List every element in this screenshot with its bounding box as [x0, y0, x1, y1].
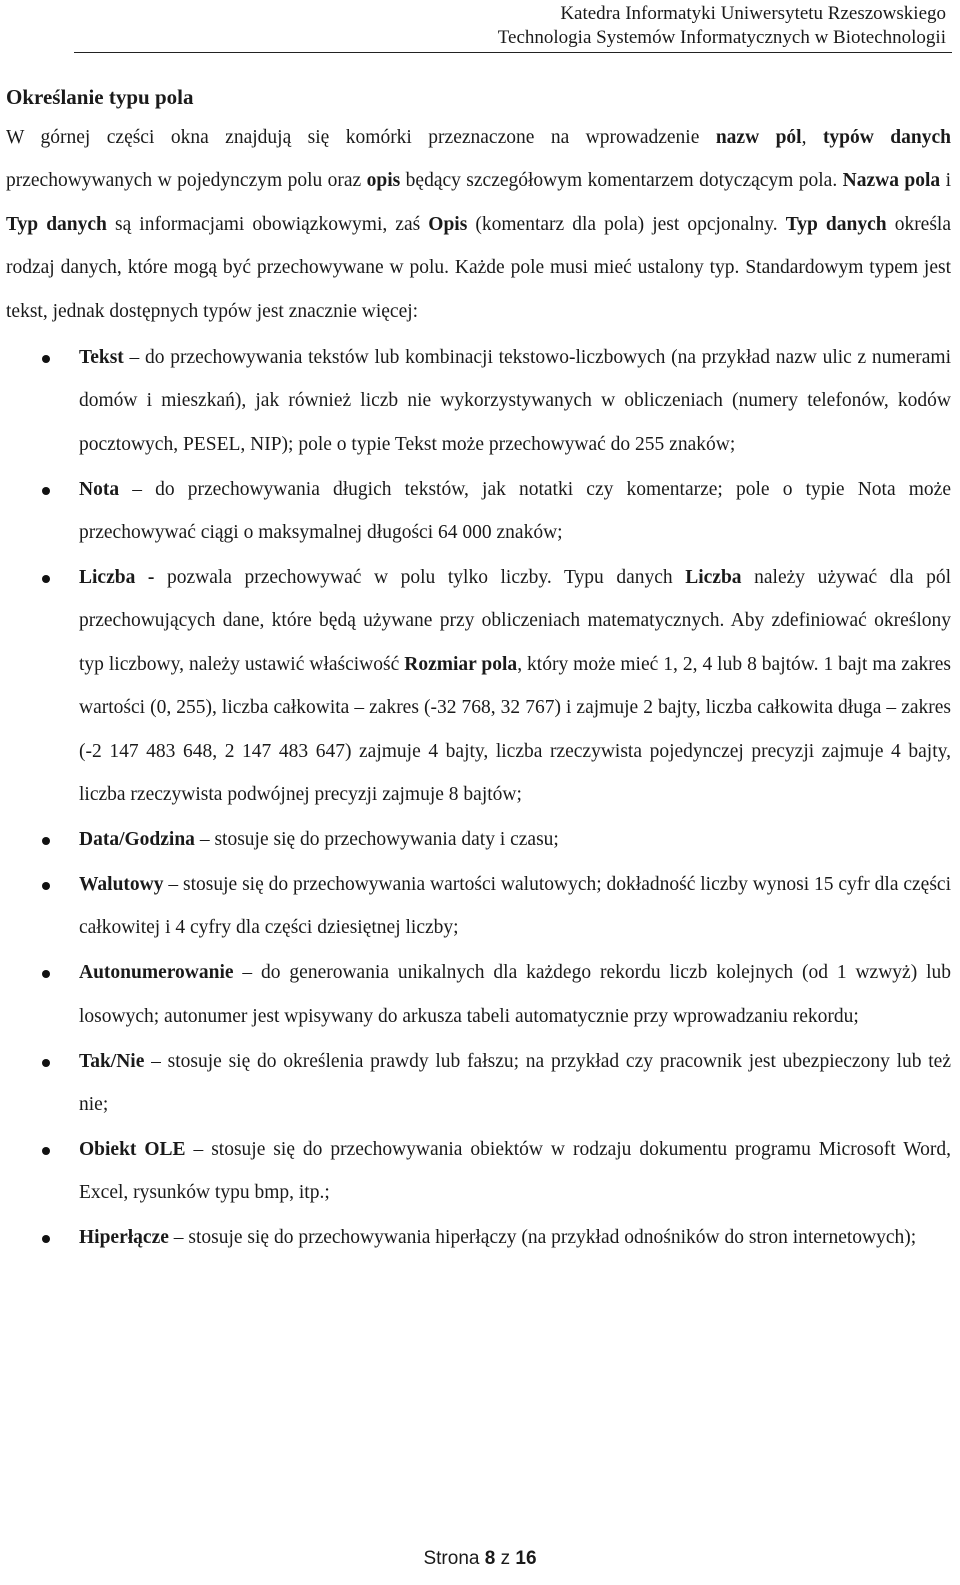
- list-item: [6, 468, 951, 555]
- bullet-icon: [42, 575, 50, 583]
- text-run: – stosuje się do przechowywania hiperłączy (na przykład odnośników do stron internetowych);: [168, 1227, 917, 1249]
- text-run: i: [940, 170, 951, 192]
- bold-term: nazw pól: [715, 127, 802, 148]
- text-run: W górnej części okna znajdują się komórki przeznaczone na wprowadzenie: [6, 127, 716, 148]
- bullet-icon: [42, 1235, 50, 1243]
- page-header: [498, 2, 946, 50]
- text-run: – do przechowywania tekstów lub kombinacji tekstowo-liczbowych (na przykład nazw ulic z numerami domów i mieszkań), jak również liczb nie wykorzystywanych w obliczeniach (numery telefonów, kodów pocztowych, PESEL, NIP); pole o typie Tekst może przechowywać do 255 znaków;: [79, 347, 951, 455]
- text-run: przechowywanych w pojedynczym polu oraz: [6, 170, 367, 192]
- bold-term: Typ danych: [785, 213, 887, 235]
- bullet-icon: [42, 1147, 50, 1155]
- bold-term: Tekst: [79, 347, 124, 369]
- text-run: – do generowania unikalnych dla każdego rekordu liczb kolejnych (od 1 wzwyż) lub losowych; autonumer jest wpisywany do arkusza tabeli automatycznie przy wprowadzaniu rekordu;: [79, 962, 951, 1027]
- bold-term: Data/Godzina: [79, 829, 195, 850]
- list-item: [6, 1128, 951, 1215]
- bullet-icon: [42, 837, 50, 845]
- document-body: [6, 78, 951, 1261]
- list-item: [6, 1040, 951, 1127]
- bold-term: Opis: [428, 213, 468, 235]
- bullet-icon: [42, 355, 50, 363]
- text-run: będący szczegółowym komentarzem dotyczącym pola.: [400, 170, 843, 192]
- list-item: [6, 1216, 951, 1259]
- bold-term: Rozmiar pola: [404, 653, 518, 675]
- bold-term: Obiekt OLE: [79, 1138, 186, 1160]
- text-run: – stosuje się do przechowywania obiektów w rodzaju dokumentu programu Microsoft Word, Excel, rysunków typu bmp, itp.;: [79, 1138, 952, 1204]
- bold-term: Nazwa pola: [842, 170, 941, 192]
- bold-term: typów danych: [822, 127, 951, 148]
- bullet-icon: [42, 1059, 50, 1067]
- bold-term: Nota: [79, 478, 120, 500]
- text-run: pozwala przechowywać w polu tylko liczby. Typu danych: [154, 567, 686, 589]
- footer-page-number: 8: [484, 1548, 496, 1569]
- text-run: ,: [801, 127, 823, 148]
- data-types-list: [6, 336, 951, 1260]
- bullet-icon: [42, 882, 50, 890]
- bold-term: Autonumerowanie: [79, 962, 234, 984]
- text-run: , który może mieć 1, 2, 4 lub 8 bajtów. 1 bajt ma zakres wartości (0, 255), liczba całkowita – zakres (-32 768, 32 767) i zajmuje 2 bajty, liczba całkowita długa – zakres (-2 147 483 648, 2 147 483 647) zajmuje 4 bajty, liczba rzeczywista pojedynczej precyzji zajmuje 4 bajty, liczba rzeczywista podwójnej precyzji zajmuje 8 bajtów;: [79, 653, 951, 806]
- footer-label: Strona: [423, 1548, 480, 1569]
- header-course: Technologia Systemów Informatycznych w Biotechnologii: [497, 27, 946, 48]
- text-run: (komentarz dla pola) jest opcjonalny.: [467, 213, 786, 235]
- text-run: określa rodzaj danych, które mogą być przechowywane w polu. Każde pole musi mieć ustalony typ. Standardowym typem jest tekst, jednak dostępnych typów jest znacznie więcej:: [6, 213, 951, 322]
- text-run: – stosuje się do przechowywania daty i czasu;: [194, 829, 559, 850]
- bold-term: Typ danych: [6, 213, 107, 235]
- page-footer: [0, 1548, 960, 1570]
- bullet-icon: [42, 970, 50, 978]
- bold-term: Tak/Nie: [79, 1050, 145, 1072]
- section-heading: Określanie typu pola: [6, 85, 194, 109]
- bold-term: Liczba: [685, 567, 742, 589]
- bold-term: Liczba -: [79, 567, 155, 589]
- text-run: są informacjami obowiązkowymi, zaś: [106, 213, 429, 235]
- bold-term: opis: [366, 170, 401, 192]
- intro-paragraph: [6, 116, 951, 333]
- header-divider: [74, 52, 952, 53]
- header-department: Katedra Informatyki Uniwersytetu Rzeszowskiego: [560, 3, 946, 24]
- bullet-icon: [42, 487, 50, 495]
- footer-separator: z: [500, 1548, 511, 1569]
- footer-page-total: 16: [515, 1548, 537, 1569]
- bold-term: Walutowy: [79, 873, 164, 895]
- list-item: [6, 863, 951, 950]
- text-run: należy używać dla pól przechowujących dane, które będą używane przy obliczeniach matematycznych. Aby zdefiniować określony typ liczbowy, należy ustawić właściwość: [79, 567, 951, 675]
- bold-term: Hiperłącze: [79, 1227, 169, 1249]
- text-run: – stosuje się do określenia prawdy lub fałszu; na przykład czy pracownik jest ubezpieczony lub też nie;: [79, 1050, 951, 1115]
- list-item: [6, 556, 951, 816]
- list-item: [6, 336, 951, 466]
- list-item: [6, 951, 951, 1038]
- text-run: – do przechowywania długich tekstów, jak notatki czy komentarze; pole o typie Nota może przechowywać ciągi o maksymalnej długości 64 000 znaków;: [79, 478, 951, 544]
- list-item: [6, 818, 951, 861]
- text-run: – stosuje się do przechowywania wartości walutowych; dokładność liczby wynosi 15 cyfr dla części całkowitej i 4 cyfry dla części dziesiętnej liczby;: [79, 873, 951, 939]
